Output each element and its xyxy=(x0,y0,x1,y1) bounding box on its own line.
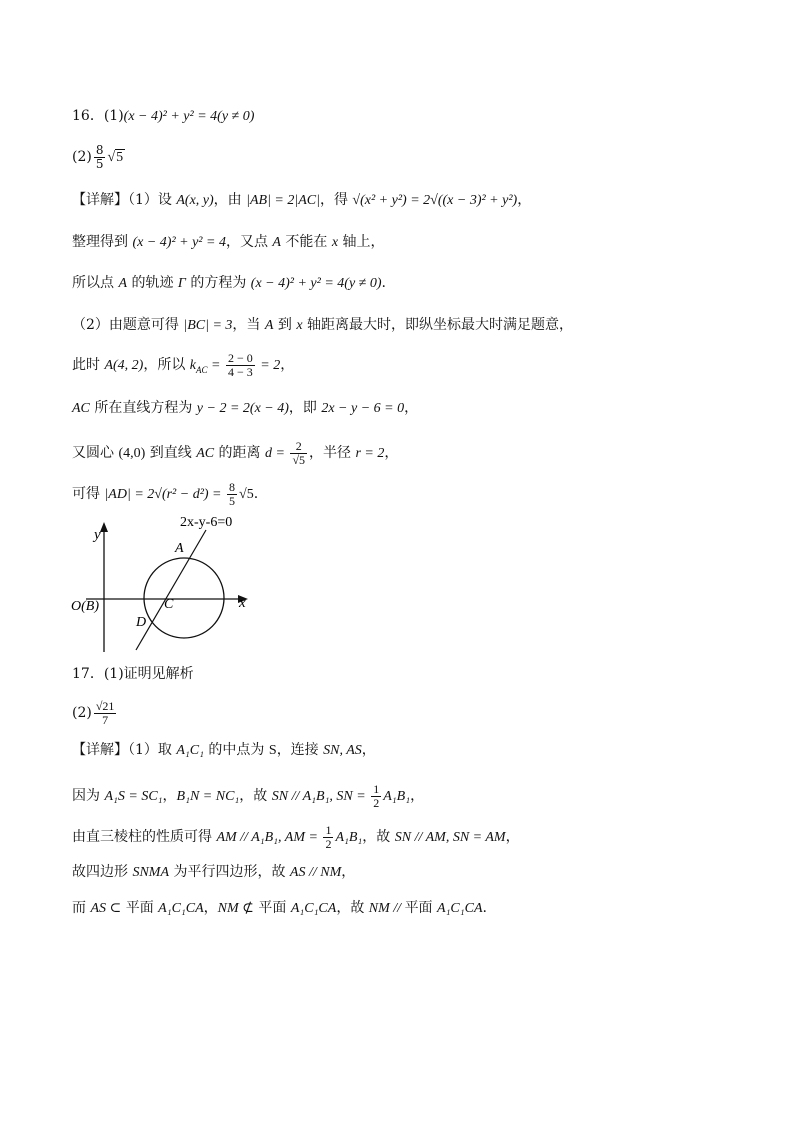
math: √5 xyxy=(239,487,254,503)
line-equation-label: 2x-y-6=0 xyxy=(180,515,233,530)
math: AS // NM xyxy=(289,865,342,880)
distance-fraction xyxy=(290,440,307,466)
x-axis-label: x xyxy=(239,595,246,611)
fraction-num: 1 xyxy=(373,782,380,796)
math: |AD| = 2√(r² − d²) = xyxy=(104,487,226,503)
text: ， xyxy=(384,445,399,462)
math: r = 2 xyxy=(355,446,385,462)
point-c-label: C xyxy=(164,597,174,612)
p17-part1-label: (1) xyxy=(103,666,124,682)
p16-detail-line2 xyxy=(72,232,385,253)
text: 不能在 xyxy=(280,234,332,250)
math: y − 2 = 2(x − 4) xyxy=(196,401,289,416)
text: 所以点 xyxy=(72,275,119,291)
p16-number: 16． xyxy=(72,108,104,124)
math: A xyxy=(264,318,274,333)
text: ，故 xyxy=(362,829,395,846)
text: ， xyxy=(280,357,295,374)
p16-answer2-root: 5 xyxy=(116,150,124,166)
p16-detail-line7 xyxy=(72,440,398,466)
p16-detail-line5 xyxy=(72,352,294,380)
text: ， xyxy=(505,829,520,846)
math: A(4, 2) xyxy=(104,358,144,374)
math: k xyxy=(189,358,197,374)
p16-detail-line6 xyxy=(72,398,418,419)
math: NM ⊄ xyxy=(217,901,254,916)
math: NM // xyxy=(368,901,405,916)
text: ，所以 xyxy=(143,357,190,374)
p16-answer2-fraction xyxy=(94,144,106,170)
circle xyxy=(144,558,224,638)
text: 到直线 xyxy=(145,445,197,462)
math: AC xyxy=(72,401,90,416)
math: Γ xyxy=(177,276,186,291)
text: （1）取 xyxy=(128,742,177,758)
p17-detail-line5 xyxy=(72,898,487,919)
text: . xyxy=(381,275,386,291)
text: 故四边形 xyxy=(72,864,133,880)
text: 此时 xyxy=(72,357,105,374)
text: ， xyxy=(162,788,177,805)
text: ， xyxy=(517,192,532,208)
half-fraction xyxy=(371,783,381,809)
math: 2x − y − 6 = 0 xyxy=(321,401,405,416)
p16-detail-line4 xyxy=(72,315,573,336)
math: |AB| = 2|AC| xyxy=(246,193,320,208)
math: SN // A₁B₁, SN = xyxy=(271,789,370,805)
text: 轴上， xyxy=(338,234,385,250)
text: ， xyxy=(410,788,425,805)
text: 到 xyxy=(273,317,297,333)
fraction-den: 4 − 3 xyxy=(227,364,253,379)
text: ， xyxy=(341,864,356,880)
math: (x − 4)² + y² = 4(y ≠ 0) xyxy=(250,276,382,291)
text: ，得 xyxy=(319,192,353,208)
p17-detail-line2 xyxy=(72,783,424,809)
p16-header xyxy=(72,106,254,127)
p16-part1-answer: (x − 4)² + y² = 4(y ≠ 0) xyxy=(123,109,255,124)
fraction-num: 1 xyxy=(325,823,332,837)
math: A₁C₁CA xyxy=(290,901,337,916)
text: 因为 xyxy=(72,788,105,805)
text: 轴距离最大时，即纵坐标最大时满足题意， xyxy=(302,317,573,333)
fraction-num: √21 xyxy=(95,699,115,713)
text: ，又点 xyxy=(225,234,273,250)
p16-detail-line1 xyxy=(72,190,531,211)
text: ， xyxy=(361,742,376,758)
p17-answer2 xyxy=(72,700,118,726)
math: SN // AM, SN = AM xyxy=(394,830,506,846)
text: 可得 xyxy=(72,486,105,503)
text: ，由 xyxy=(213,192,247,208)
p16-part1-label: (1) xyxy=(103,108,124,124)
p17-detail-line1 xyxy=(72,740,376,761)
math: A₁S = SC₁ xyxy=(104,789,163,805)
text: 而 xyxy=(72,900,91,916)
text: ，故 xyxy=(336,900,369,916)
math: SN, AS xyxy=(323,743,362,758)
fraction-den: 7 xyxy=(102,712,109,727)
math: A₁B₁ xyxy=(383,789,411,805)
p17-answer2-fraction xyxy=(94,700,117,726)
text: 由直三棱柱的性质可得 xyxy=(72,829,217,846)
p17-part1-answer: 证明见解析 xyxy=(123,666,194,682)
text: 的轨迹 xyxy=(127,275,178,291)
math-subscript: AC xyxy=(196,364,208,375)
p17-header xyxy=(72,664,194,684)
fraction-den: 2 xyxy=(373,795,380,810)
point-d-label: D xyxy=(136,615,147,630)
text: ， xyxy=(404,400,419,416)
math: A₁B₁ xyxy=(335,830,363,846)
point-a-label: A xyxy=(175,541,184,556)
math: d = xyxy=(264,446,289,462)
text: 又圆心 xyxy=(72,445,119,462)
math: A xyxy=(272,235,281,250)
math: (x − 4)² + y² = 4 xyxy=(132,235,226,250)
math: x xyxy=(331,235,339,250)
text: ，即 xyxy=(288,400,322,416)
p16-detail-label: 【详解】 xyxy=(72,192,128,208)
text: 所在直线方程为 xyxy=(89,400,197,416)
p16-detail-line3 xyxy=(72,273,386,294)
math: S xyxy=(268,743,277,758)
text: 平面 xyxy=(121,900,159,916)
fraction-den: 5 xyxy=(229,493,236,508)
text: ，当 xyxy=(232,317,265,333)
p16-detail-line8 xyxy=(72,481,258,507)
p17-detail-line4 xyxy=(72,862,355,883)
text: 的距离 xyxy=(214,445,265,462)
origin-label: O(B) xyxy=(71,599,99,614)
math: AS ⊂ xyxy=(90,901,122,916)
math: = 2 xyxy=(256,358,281,374)
half-fraction xyxy=(323,824,333,850)
math: AM // A₁B₁, AM = xyxy=(216,830,322,846)
p16-answer2-num: 8 xyxy=(95,143,104,157)
text: ， xyxy=(203,900,218,916)
math: SNMA xyxy=(132,865,170,880)
math: A(x, y) xyxy=(176,193,214,208)
text: ，连接 xyxy=(276,742,324,758)
text: （1）设 xyxy=(128,192,177,208)
math: |BC| = 3 xyxy=(183,318,233,333)
math: = xyxy=(207,358,224,374)
math: A₁C₁ xyxy=(176,743,204,758)
y-axis-label: y xyxy=(94,527,101,543)
math: A₁C₁CA xyxy=(437,901,483,916)
text: . xyxy=(253,486,259,503)
p17-number: 17． xyxy=(72,666,104,682)
text: . xyxy=(482,900,487,916)
math: AC xyxy=(196,446,215,462)
chord-fraction xyxy=(227,481,237,507)
p17-answer2-label: (2) xyxy=(72,705,92,722)
text: ，半径 xyxy=(309,445,356,462)
text: 平面 xyxy=(404,900,438,916)
text: 整理得到 xyxy=(72,234,133,250)
text: 的方程为 xyxy=(185,275,251,291)
text: ，故 xyxy=(239,788,272,805)
text: （2）由题意可得 xyxy=(72,317,184,333)
math: (4,0) xyxy=(118,446,146,462)
fraction-num: 2 − 0 xyxy=(227,351,253,365)
y-axis-arrow-icon xyxy=(100,522,108,532)
fraction-den: √5 xyxy=(292,452,306,467)
math: B₁N = NC₁ xyxy=(176,789,240,805)
math: x xyxy=(296,318,303,333)
text: 平面 xyxy=(253,900,291,916)
fraction-num: 8 xyxy=(229,480,236,494)
math: A xyxy=(118,276,128,291)
fraction-den: 2 xyxy=(325,836,332,851)
coordinate-figure xyxy=(70,512,270,654)
slope-fraction xyxy=(226,352,255,378)
text: 的中点为 xyxy=(203,742,269,758)
p17-detail-line3 xyxy=(72,824,520,850)
math: A₁C₁CA xyxy=(158,901,204,916)
p17-detail-label: 【详解】 xyxy=(72,742,128,758)
fraction-num: 2 xyxy=(290,440,307,454)
p16-answer2: (2) $\frac{8}{5}$ √5 xyxy=(72,143,124,171)
math: √(x² + y²) = 2√((x − 3)² + y²) xyxy=(352,193,518,208)
p16-answer2-label: (2) xyxy=(72,149,92,166)
p16-answer2-den: 5 xyxy=(95,156,104,171)
line-ac xyxy=(136,530,206,650)
text: 为平行四边形，故 xyxy=(169,864,290,880)
